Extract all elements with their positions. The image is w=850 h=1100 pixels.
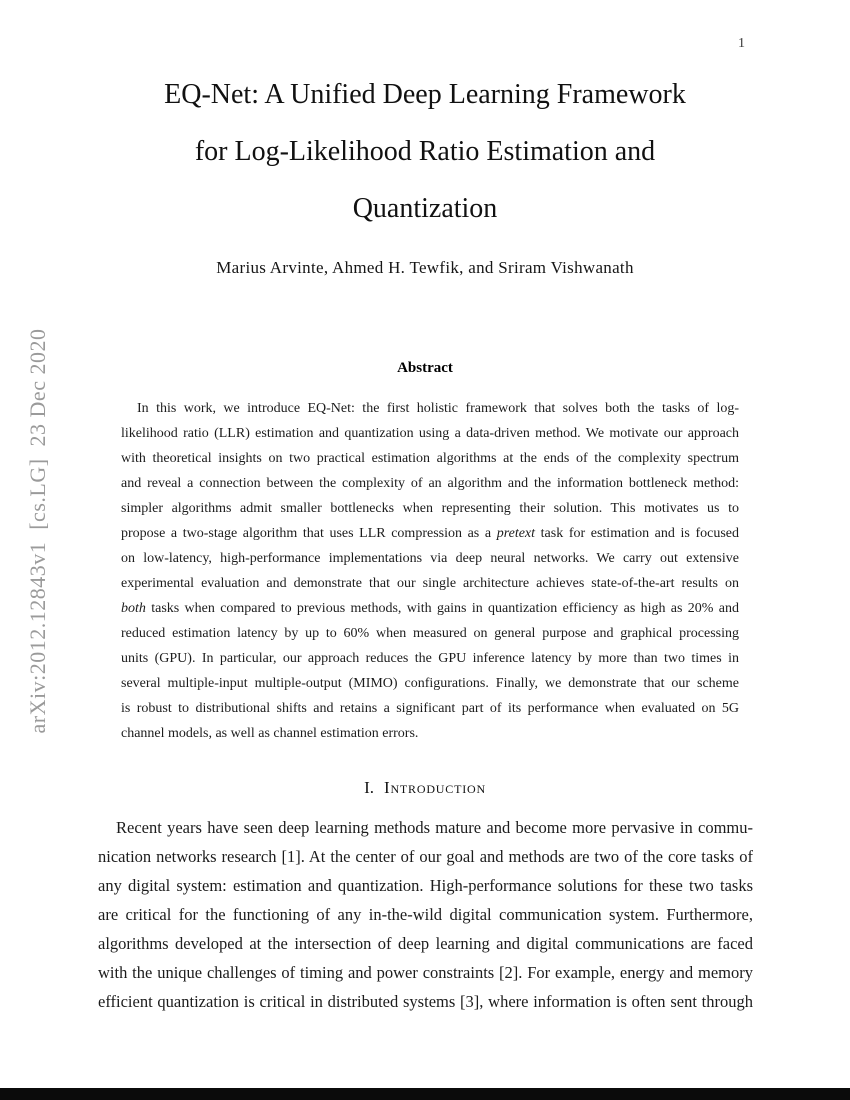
- text-line: reduced estimation latency by up to 60% when measured on general purpose and graphical processing: [121, 626, 739, 641]
- text-line: simpler algorithms admit smaller bottlenecks when representing their solution. This motivates us to: [121, 501, 739, 516]
- arxiv-watermark: arXiv:2012.12843v1 [cs.LG] 23 Dec 2020: [25, 328, 50, 734]
- abstract-heading: Abstract: [397, 360, 453, 376]
- section-heading-introduction: [0, 778, 850, 798]
- text-line: channel models, as well as channel estimation errors.: [121, 726, 419, 741]
- text-line: likelihood ratio (LLR) estimation and quantization using a data-driven method. We motivate our approach: [121, 426, 739, 441]
- authors-line: Marius Arvinte, Ahmed H. Tewfik, and Sriram Vishwanath: [216, 258, 634, 277]
- text-line: Quantization: [352, 193, 498, 224]
- text-line: EQ-Net: A Unified Deep Learning Framework: [164, 79, 686, 110]
- abstract-text: [121, 396, 739, 746]
- section-title: Introduction: [384, 778, 486, 797]
- text-line: experimental evaluation and demonstrate that our single architecture achieves state-of-the-art results on: [121, 576, 739, 591]
- text-line: Recent years have seen deep learning methods mature and become more pervasive in commu-: [116, 818, 753, 837]
- text-line: units (GPU). In particular, our approach reduces the GPU inference latency by more than two times in: [121, 651, 739, 666]
- page-bottom-bar: [0, 1088, 850, 1100]
- text-line: is robust to distributional shifts and retains a significant part of its performance when evaluated on 5G: [121, 701, 739, 716]
- paper-title: [70, 66, 780, 237]
- text-line: any digital system: estimation and quantization. High-performance solutions for these two tasks: [98, 876, 753, 895]
- text-line: with the unique challenges of timing and power constraints [2]. For example, energy and memory: [98, 963, 753, 982]
- text-line: propose a two-stage algorithm that uses LLR compression as a pretext task for estimation and is focused: [121, 526, 739, 541]
- page-number: 1: [738, 36, 745, 51]
- text-line: nication networks research [1]. At the center of our goal and methods are two of the core tasks of: [98, 847, 753, 866]
- text-line: and reveal a connection between the complexity of an algorithm and the information bottleneck method:: [121, 476, 739, 491]
- text-line: on low-latency, high-performance implementations via deep neural networks. We carry out extensive: [121, 551, 739, 566]
- text-line: both tasks when compared to previous methods, with gains in quantization efficiency as high as 20% and: [121, 601, 739, 616]
- text-line: for Log-Likelihood Ratio Estimation and: [194, 136, 656, 167]
- text-line: algorithms developed at the intersection of deep learning and digital communications are faced: [98, 934, 753, 953]
- text-line: In this work, we introduce EQ-Net: the first holistic framework that solves both the tasks of log-: [137, 401, 739, 416]
- text-line: several multiple-input multiple-output (MIMO) configurations. Finally, we demonstrate that our scheme: [121, 676, 739, 691]
- section-numeral: I.: [364, 778, 374, 797]
- introduction-text: [98, 813, 753, 1016]
- text-line: efficient quantization is critical in distributed systems [3], where information is often sent through: [98, 992, 753, 1011]
- text-line: are critical for the functioning of any in-the-wild digital communication system. Furthermore,: [98, 905, 753, 924]
- text-line: with theoretical insights on two practical estimation algorithms at the ends of the complexity spectrum: [121, 451, 739, 466]
